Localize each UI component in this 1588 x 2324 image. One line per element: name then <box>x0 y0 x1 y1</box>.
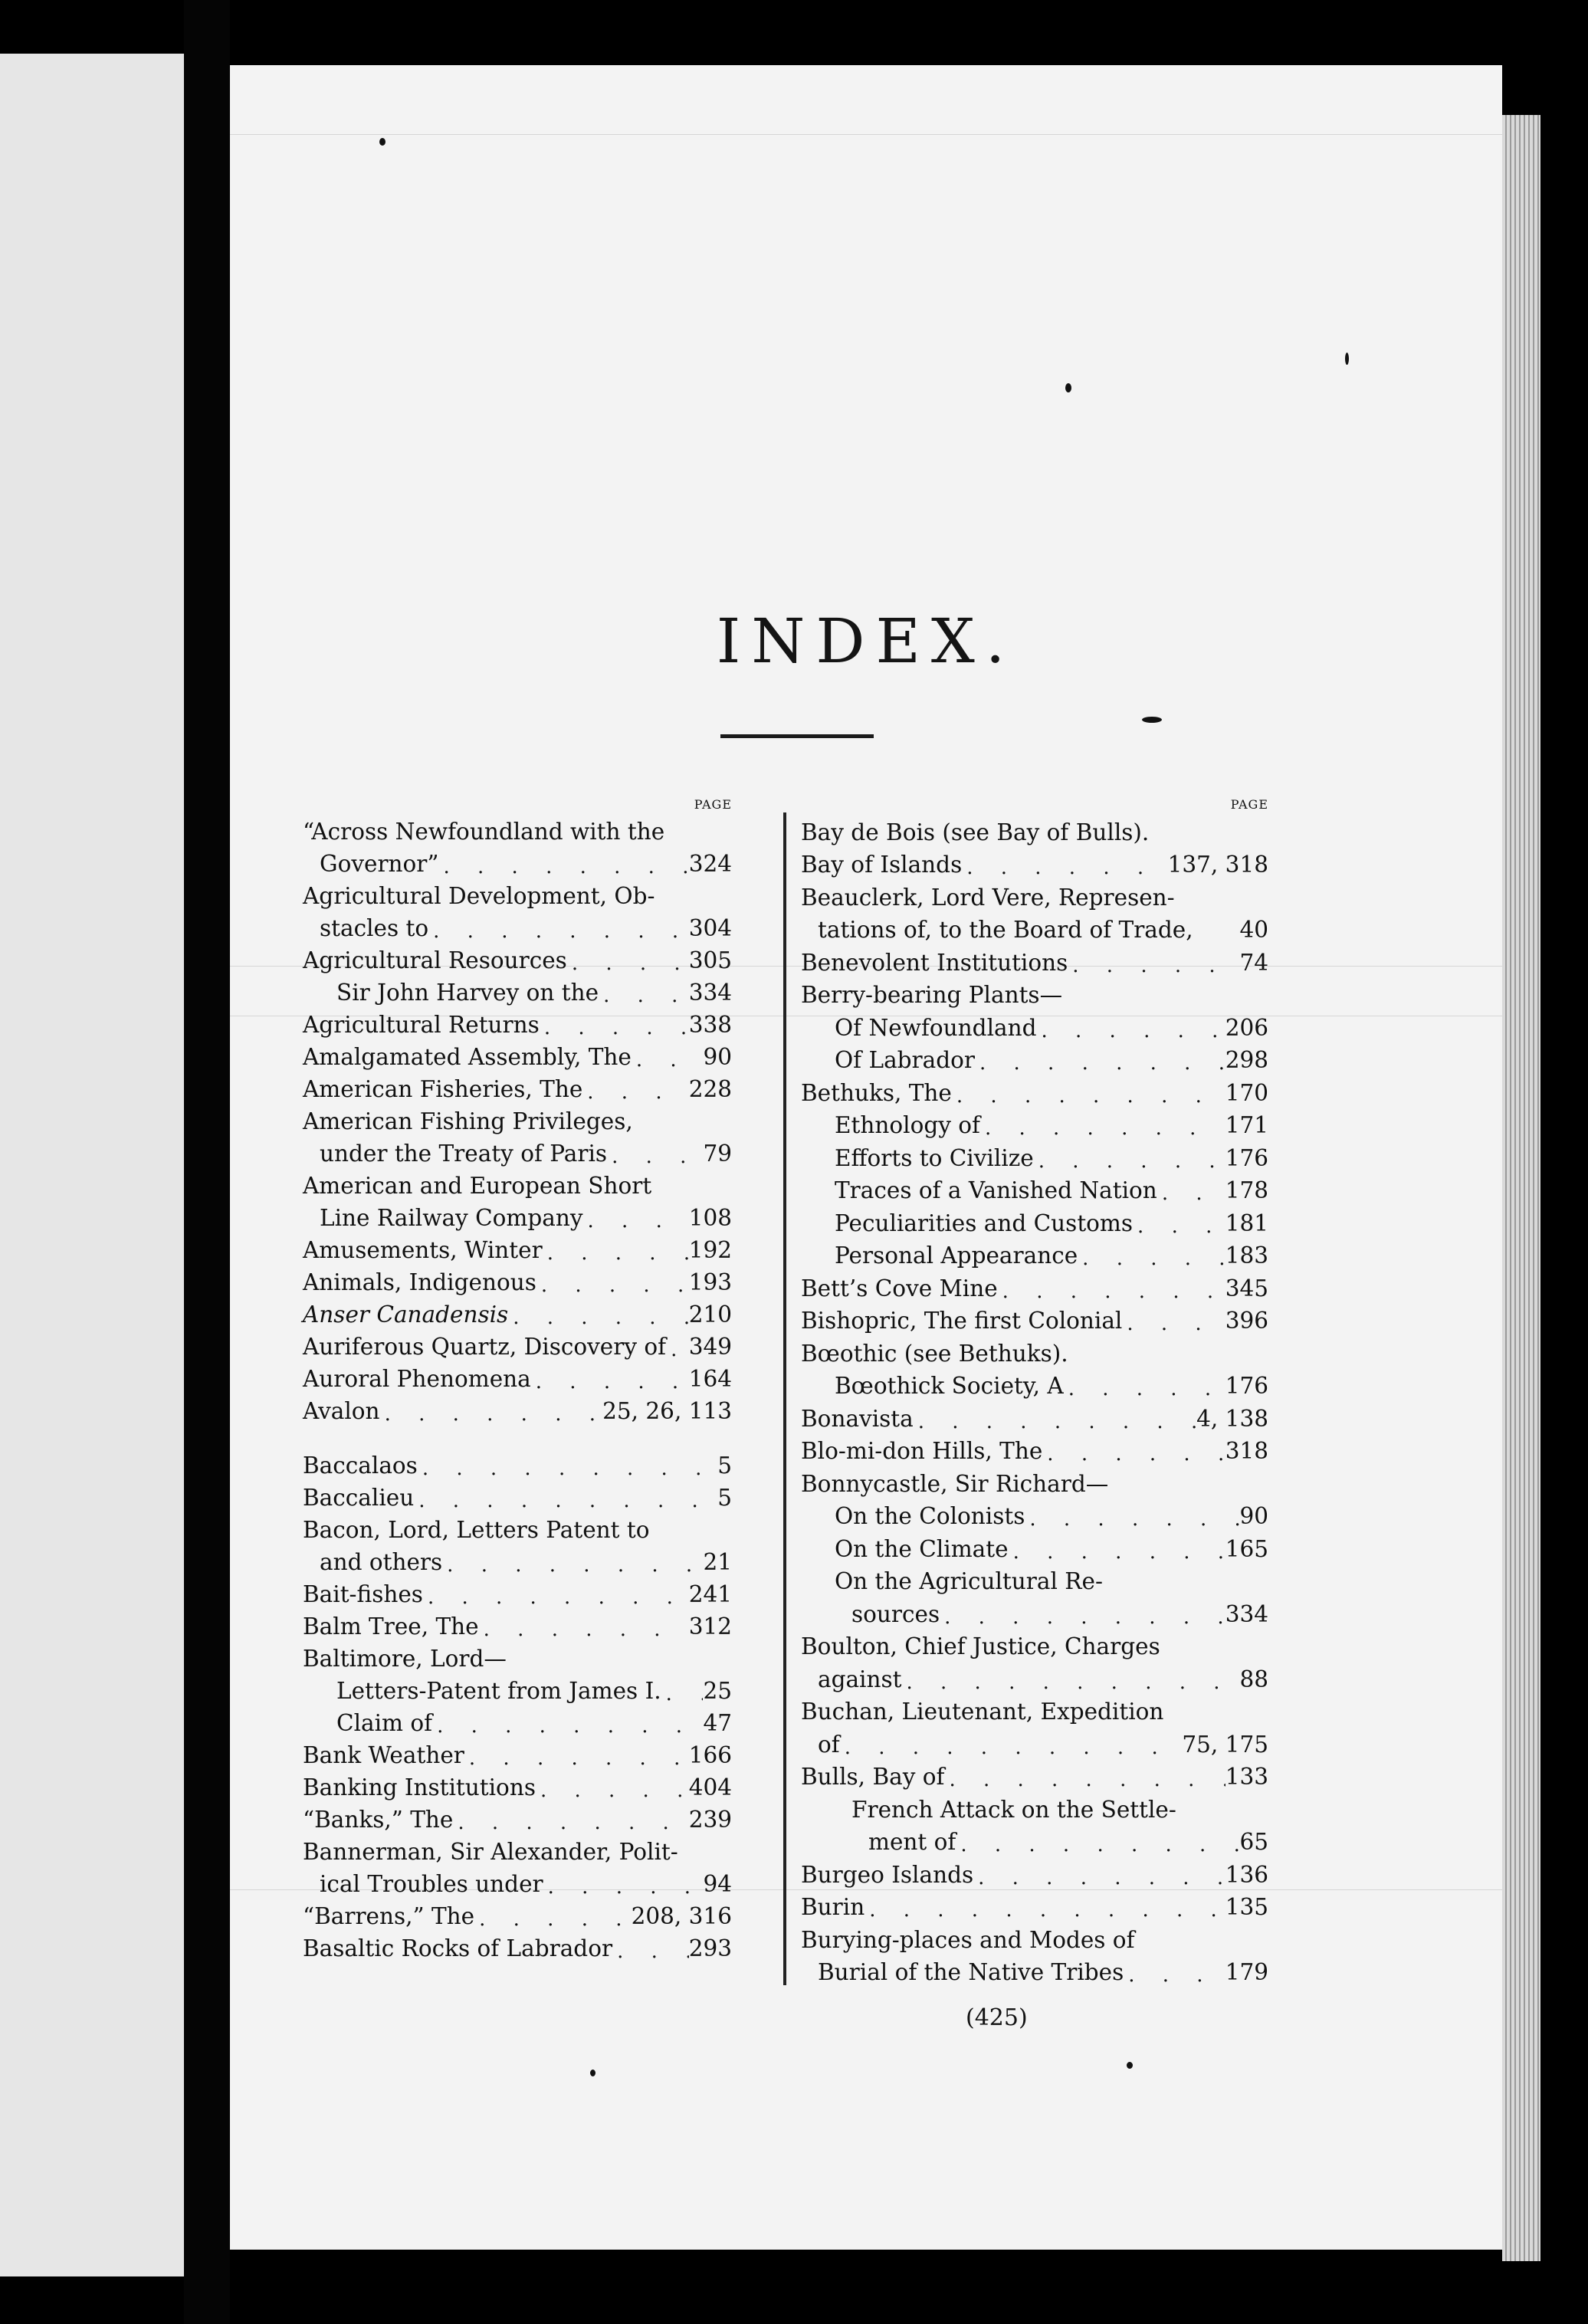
entry-text: Efforts to Civilize <box>835 1144 1034 1171</box>
index-entry <box>801 1106 1268 1139</box>
entry-page: 228 <box>688 1076 732 1102</box>
entry-text: Burying-places and Modes of <box>801 1926 1135 1953</box>
entry-text: Burgeo Islands <box>801 1861 974 1888</box>
entry-text: “Across Newfoundland with the <box>303 819 665 845</box>
entry-page: 193 <box>688 1269 732 1295</box>
index-entry <box>801 845 1268 878</box>
entry-text: ical Troubles under <box>320 1871 543 1898</box>
left-entries <box>303 812 732 1961</box>
entry-page: 396 <box>1225 1308 1268 1334</box>
entry-text: Agricultural Development, Ob- <box>303 883 655 909</box>
index-entry <box>303 909 732 941</box>
index-entry <box>801 1073 1268 1106</box>
entry-text: Letters-Patent from James I. <box>336 1678 661 1705</box>
entry-page: 79 <box>703 1141 732 1167</box>
leader-dots <box>975 1053 1225 1073</box>
leader-dots <box>666 1340 689 1360</box>
entry-page: 176 <box>1225 1373 1268 1399</box>
index-entry <box>303 1102 732 1134</box>
entry-page: 5 <box>717 1452 732 1479</box>
entry-text: Governor” <box>320 851 439 877</box>
leader-dots <box>418 1459 717 1479</box>
entry-page: 75, 175 <box>1182 1731 1268 1758</box>
entry-text: Amalgamated Assembly, The <box>303 1044 632 1070</box>
index-entry <box>801 1269 1268 1302</box>
entry-page: 136 <box>1225 1861 1268 1888</box>
index-entry <box>303 1511 732 1543</box>
leader-dots <box>567 954 689 973</box>
leader-dots <box>439 857 689 877</box>
index-entry <box>801 1399 1268 1432</box>
entry-page: 183 <box>1225 1242 1268 1269</box>
entry-text: Claim of <box>336 1710 433 1737</box>
leader-dots <box>442 1555 703 1575</box>
index-entry <box>801 1203 1268 1236</box>
entry-text: Buchan, Lieutenant, Expedition <box>801 1699 1164 1725</box>
entry-text: “Banks,” The <box>303 1807 454 1833</box>
entry-text: Baccalaos <box>303 1452 418 1479</box>
index-entry <box>303 1199 732 1231</box>
entry-text: ment of <box>868 1829 956 1855</box>
entry-text: Anser Canadensis <box>303 1302 509 1328</box>
entry-page: 90 <box>703 1044 732 1070</box>
index-entry <box>801 1953 1268 1986</box>
index-entry <box>801 1627 1268 1660</box>
index-entry <box>801 1367 1268 1400</box>
index-entry <box>801 1758 1268 1791</box>
leader-dots <box>543 1243 689 1263</box>
leader-dots <box>531 1372 689 1392</box>
index-entry <box>303 973 732 1006</box>
entry-text: Blo-mi-don Hills, The <box>801 1438 1043 1464</box>
index-entry <box>801 1302 1268 1334</box>
entry-page: 345 <box>1225 1275 1268 1302</box>
entry-text: On the Agricultural Re- <box>835 1568 1103 1594</box>
entry-text: American and European Short <box>303 1173 652 1199</box>
entry-text: Personal Appearance <box>835 1242 1078 1269</box>
entry-text: Bonnycastle, Sir Richard— <box>801 1470 1109 1497</box>
index-entry <box>801 1692 1268 1725</box>
index-entry <box>303 1070 732 1102</box>
entry-page: 312 <box>688 1613 732 1640</box>
entry-text: Of Newfoundland <box>835 1014 1037 1041</box>
leader-dots <box>540 1018 689 1038</box>
index-entry <box>801 1497 1268 1530</box>
index-entry <box>303 1865 732 1897</box>
index-entry <box>801 812 1268 845</box>
index-entry <box>801 1041 1268 1074</box>
entry-text: tations of, to the Board of Trade, <box>818 917 1193 943</box>
leader-dots <box>599 986 689 1006</box>
leader-dots <box>474 1909 632 1929</box>
entry-text: Baltimore, Lord— <box>303 1646 507 1672</box>
entry-page: 137, 318 <box>1167 852 1268 878</box>
entry-text: Benevolent Institutions <box>801 949 1068 976</box>
entry-text: Burin <box>801 1894 865 1920</box>
leader-dots <box>1157 1183 1225 1203</box>
index-entry <box>801 1562 1268 1595</box>
leader-dots <box>962 858 1167 878</box>
leader-dots <box>543 1877 704 1897</box>
leader-dots <box>865 1900 1225 1920</box>
index-entry <box>303 1134 732 1167</box>
entry-page: 178 <box>1225 1177 1268 1203</box>
page-title: INDEX. <box>716 606 1016 677</box>
entry-page: 170 <box>1225 1079 1268 1106</box>
index-entry <box>303 1543 732 1575</box>
entry-text: French Attack on the Settle- <box>851 1796 1176 1823</box>
leader-dots <box>840 1738 1183 1758</box>
entry-text: Sir John Harvey on the <box>336 980 599 1006</box>
entry-page: 241 <box>688 1581 732 1608</box>
index-entry <box>303 1392 732 1424</box>
entry-text: Ethnology of <box>835 1112 980 1138</box>
entry-page: 88 <box>1239 1666 1268 1692</box>
entry-page: 305 <box>688 947 732 973</box>
entry-text: Auriferous Quartz, Discovery of <box>303 1334 667 1360</box>
index-entry <box>303 812 732 845</box>
ink-speck <box>1065 383 1071 392</box>
page-number: (425) <box>966 2004 1028 2031</box>
ink-speck <box>379 138 386 146</box>
leader-dots <box>632 1050 704 1070</box>
index-entry <box>801 1920 1268 1953</box>
entry-page: 179 <box>1225 1959 1268 1985</box>
leader-dots <box>1009 1542 1225 1562</box>
leader-dots <box>380 1404 603 1424</box>
entry-page: 304 <box>688 915 732 941</box>
leader-dots <box>1034 1151 1225 1171</box>
leader-dots <box>479 1620 689 1640</box>
leader-dots <box>582 1082 688 1102</box>
entry-text: Bœothic (see Bethuks). <box>801 1340 1068 1367</box>
entry-page: 25, 26, 113 <box>602 1398 732 1424</box>
leader-dots <box>902 1672 1240 1692</box>
leader-dots <box>414 1491 717 1511</box>
leader-dots <box>1036 1021 1225 1041</box>
right-column <box>801 797 1268 1985</box>
index-entry <box>303 845 732 877</box>
index-entry <box>801 911 1268 944</box>
ink-speck <box>590 2070 596 2076</box>
entry-text: American Fisheries, The <box>303 1076 583 1102</box>
entry-text: Bulls, Bay of <box>801 1764 945 1790</box>
facing-page <box>0 54 184 2276</box>
entry-text: Bacon, Lord, Letters Patent to <box>303 1517 650 1544</box>
leader-dots <box>956 1835 1239 1855</box>
leader-dots <box>661 1684 704 1704</box>
entry-text: under the Treaty of Paris <box>320 1141 608 1167</box>
entry-text: Baccalieu <box>303 1485 415 1512</box>
entry-text: “Barrens,” The <box>303 1903 475 1930</box>
index-entry <box>303 877 732 909</box>
entry-text: Bonavista <box>801 1405 914 1432</box>
index-entry <box>303 1006 732 1038</box>
entry-page: 90 <box>1239 1503 1268 1529</box>
index-entry <box>303 1640 732 1672</box>
index-entry <box>801 1008 1268 1041</box>
entry-page: 349 <box>688 1334 732 1360</box>
entry-text: Balm Tree, The <box>303 1613 479 1640</box>
index-entry <box>303 1328 732 1360</box>
entry-page: 338 <box>688 1012 732 1038</box>
index-entry <box>303 941 732 973</box>
entry-text: Agricultural Resources <box>303 947 567 973</box>
index-entry <box>303 1607 732 1640</box>
column-divider <box>783 812 786 1985</box>
leader-dots <box>1068 956 1239 976</box>
entry-text: Beauclerk, Lord Vere, Represen- <box>801 884 1175 911</box>
entry-page: 94 <box>703 1871 732 1898</box>
leader-dots <box>508 1308 689 1328</box>
entry-text: On the Colonists <box>835 1503 1025 1529</box>
entry-page: 65 <box>1239 1829 1268 1855</box>
entry-page: 176 <box>1225 1144 1268 1171</box>
index-entry <box>303 1167 732 1199</box>
entry-page: 108 <box>688 1205 732 1231</box>
index-entry <box>303 1800 732 1833</box>
page-edge <box>1502 115 1540 2261</box>
book-gutter <box>184 0 230 2324</box>
index-entry <box>303 1446 732 1479</box>
leader-dots <box>423 1587 689 1607</box>
index-entry <box>303 1929 732 1961</box>
entry-page: 171 <box>1225 1112 1268 1138</box>
ink-speck <box>1142 717 1162 723</box>
entry-text: Traces of a Vanished Nation <box>835 1177 1157 1203</box>
entry-text: Basaltic Rocks of Labrador <box>303 1935 613 1962</box>
leader-dots <box>1124 1965 1225 1985</box>
index-entry <box>303 1768 732 1800</box>
entry-text: Amusements, Winter <box>303 1237 543 1263</box>
index-entry <box>801 1432 1268 1465</box>
entry-page: 164 <box>688 1366 732 1392</box>
entry-text: Bishopric, The first Colonial <box>801 1308 1123 1334</box>
entry-page: 298 <box>1225 1047 1268 1073</box>
index-entry <box>801 1594 1268 1627</box>
entry-text: Bett’s Cove Mine <box>801 1275 998 1302</box>
leader-dots <box>944 1770 1225 1790</box>
entry-page: 166 <box>688 1742 732 1769</box>
index-entry <box>303 1704 732 1736</box>
entry-text: Peculiarities and Customs <box>835 1210 1134 1236</box>
leader-dots <box>536 1781 689 1800</box>
entry-text: of <box>818 1731 840 1758</box>
entry-page: 47 <box>703 1710 732 1737</box>
entry-page: 318 <box>1225 1438 1268 1464</box>
entry-text: Bay de Bois (see Bay of Bulls). <box>801 819 1150 845</box>
entry-text: Bay of Islands <box>801 852 963 878</box>
entry-page: 334 <box>688 980 732 1006</box>
leader-dots <box>1064 1379 1225 1399</box>
entry-text: stacles to <box>320 915 429 941</box>
right-entries <box>801 812 1268 1985</box>
index-entry <box>801 1464 1268 1497</box>
page-column-label: PAGE <box>1230 797 1268 812</box>
entry-page: 133 <box>1225 1764 1268 1790</box>
leader-dots <box>940 1607 1225 1627</box>
index-entry <box>303 1897 732 1929</box>
leader-dots <box>453 1813 688 1833</box>
leader-dots <box>583 1211 689 1231</box>
index-entry <box>303 1231 732 1263</box>
index-entry <box>801 1888 1268 1921</box>
index-entry <box>303 1479 732 1511</box>
entry-page: 293 <box>688 1935 732 1962</box>
index-entry <box>303 1833 732 1865</box>
leader-dots <box>998 1282 1225 1302</box>
index-entry <box>801 1855 1268 1888</box>
leader-dots <box>428 921 689 941</box>
leader-dots <box>1042 1444 1225 1464</box>
index-entry <box>801 1823 1268 1856</box>
leader-dots <box>1122 1314 1225 1334</box>
leader-dots <box>432 1716 703 1736</box>
leader-dots <box>464 1748 689 1768</box>
entry-page: 4, 138 <box>1196 1405 1268 1432</box>
entry-page: 135 <box>1225 1894 1268 1920</box>
index-entry <box>303 1424 732 1446</box>
leader-dots <box>1078 1249 1225 1269</box>
entry-text: Avalon <box>303 1398 380 1424</box>
entry-text: American Fishing Privileges, <box>303 1108 633 1134</box>
entry-text: Berry-bearing Plants— <box>801 982 1063 1008</box>
index-entry <box>801 1790 1268 1823</box>
index-entry <box>801 1236 1268 1269</box>
entry-page: 165 <box>1225 1535 1268 1562</box>
page-column-label: PAGE <box>694 797 732 812</box>
leader-dots <box>914 1412 1196 1432</box>
left-column <box>303 797 732 1961</box>
entry-page: 25 <box>703 1678 732 1705</box>
entry-text: Boulton, Chief Justice, Charges <box>801 1633 1160 1659</box>
entry-text: Of Labrador <box>835 1047 975 1073</box>
leader-dots <box>980 1118 1225 1138</box>
entry-page: 5 <box>717 1485 732 1512</box>
leader-dots <box>973 1868 1225 1888</box>
entry-page: 21 <box>703 1549 732 1576</box>
entry-page: 181 <box>1225 1210 1268 1236</box>
entry-page: 239 <box>688 1807 732 1833</box>
index-entry <box>801 976 1268 1009</box>
index-entry <box>801 1725 1268 1758</box>
entry-page: 210 <box>688 1302 732 1328</box>
entry-text: Bethuks, The <box>801 1079 952 1106</box>
index-entry <box>303 1575 732 1607</box>
entry-page: 208, 316 <box>631 1903 732 1930</box>
entry-text: Agricultural Returns <box>303 1012 540 1038</box>
leader-dots <box>607 1147 703 1167</box>
entry-page: 324 <box>688 851 732 877</box>
ink-speck <box>1345 353 1349 365</box>
index-entry <box>801 1659 1268 1692</box>
entry-text: Bank Weather <box>303 1742 464 1769</box>
leader-dots <box>1025 1509 1239 1529</box>
index-entry <box>303 1295 732 1328</box>
index-entry <box>801 1334 1268 1367</box>
index-entry <box>801 1138 1268 1171</box>
ink-speck <box>1127 2062 1133 2069</box>
entry-text: sources <box>851 1600 940 1627</box>
leader-dots <box>1133 1216 1225 1236</box>
entry-text: Animals, Indigenous <box>303 1269 536 1295</box>
entry-text: Auroral Phenomena <box>303 1366 531 1392</box>
entry-page: 74 <box>1239 949 1268 976</box>
index-entry <box>303 1672 732 1704</box>
index-entry <box>801 1171 1268 1204</box>
index-entry <box>801 943 1268 976</box>
title-rule <box>720 734 874 738</box>
entry-text: Line Railway Company <box>320 1205 583 1231</box>
index-entry <box>801 1529 1268 1562</box>
entry-text: Bait-fishes <box>303 1581 423 1608</box>
entry-page: 404 <box>688 1774 732 1801</box>
entry-text: Banking Institutions <box>303 1774 536 1801</box>
entry-text: Burial of the Native Tribes <box>818 1959 1124 1985</box>
index-entry <box>801 878 1268 911</box>
entry-page: 206 <box>1225 1014 1268 1041</box>
index-entry <box>303 1038 732 1070</box>
entry-text: On the Climate <box>835 1535 1009 1562</box>
entry-text: and others <box>320 1549 443 1576</box>
index-entry <box>303 1360 732 1392</box>
entry-page: 40 <box>1239 917 1268 943</box>
entry-text: against <box>818 1666 902 1692</box>
leader-dots <box>536 1275 689 1295</box>
leader-dots <box>952 1086 1225 1106</box>
entry-text: Bannerman, Sir Alexander, Polit- <box>303 1839 678 1866</box>
entry-page: 334 <box>1225 1600 1268 1627</box>
index-entry <box>303 1736 732 1768</box>
entry-text: Bœothick Society, A <box>835 1373 1064 1399</box>
entry-page: 192 <box>688 1237 732 1263</box>
index-entry <box>303 1263 732 1295</box>
leader-dots <box>612 1942 689 1961</box>
